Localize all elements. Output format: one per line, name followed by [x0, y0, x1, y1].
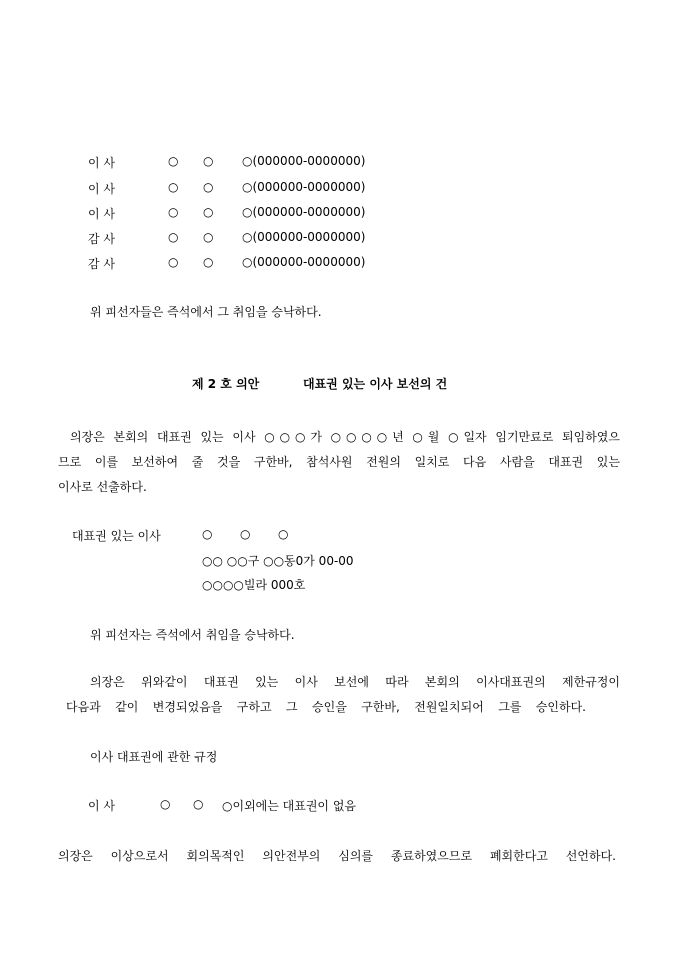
member-row [0, 154, 680, 172]
member-row [0, 255, 680, 273]
member-id: ○(000000-0000000) [242, 180, 366, 194]
member-role: 이 사 [88, 207, 115, 221]
paragraph-line: 의장은 본회의 대표권 있는 이사 ○○○가 ○○○○년 ○월 ○일자 임기만료로 퇴임하였으 [70, 430, 620, 444]
member-row [0, 180, 680, 198]
representative-label: 대표권 있는 이사 [72, 529, 161, 543]
member-row [0, 205, 680, 223]
member-row [0, 230, 680, 248]
member-role: 이 사 [88, 182, 115, 196]
representative-name-part: ○ [278, 527, 289, 541]
rule-heading: 이사 대표권에 관한 규정 [90, 750, 218, 764]
acceptance-statement: 위 피선자들은 즉석에서 그 취임을 승낙하다. [90, 305, 322, 319]
member-role: 감 사 [88, 232, 115, 246]
member-name-part: ○ [203, 230, 214, 244]
rule-role: 이 사 [88, 799, 115, 813]
representative-address: ○○ ○○구 ○○동0가 00-00 [202, 554, 354, 568]
member-name-part: ○ [168, 205, 179, 219]
representative-name-part: ○ [240, 527, 251, 541]
acceptance-statement: 위 피선자는 즉석에서 취임을 승낙하다. [90, 628, 295, 642]
member-name-part: ○ [203, 180, 214, 194]
member-id: ○(000000-0000000) [242, 154, 366, 168]
member-name-part: ○ [203, 255, 214, 269]
member-id: ○(000000-0000000) [242, 205, 366, 219]
member-role: 감 사 [88, 257, 115, 271]
member-name-part: ○ [168, 154, 179, 168]
member-name-part: ○ [203, 154, 214, 168]
member-id: ○(000000-0000000) [242, 255, 366, 269]
rule-name-part: ○ [193, 797, 204, 811]
member-name-part: ○ [168, 255, 179, 269]
member-id: ○(000000-0000000) [242, 230, 366, 244]
member-name-part: ○ [168, 230, 179, 244]
closing-statement: 의장은 이상으로서 회의목적인 의안전부의 심의를 종료하였으므로 폐회한다고 선언하다. [58, 849, 616, 863]
rule-text: ○이외에는 대표권이 없음 [222, 799, 357, 813]
member-name-part: ○ [203, 205, 214, 219]
representative-address: ○○○○빌라 000호 [202, 578, 306, 592]
paragraph-line: 이사로 선출하다. [58, 480, 147, 494]
agenda-number: 제 2 호 의안 [192, 377, 260, 391]
paragraph-line: 의장은 위와같이 대표권 있는 이사 보선에 따라 본회의 이사대표권의 제한규정이 [90, 675, 620, 689]
member-role: 이 사 [88, 156, 115, 170]
paragraph-line: 다음과 같이 변경되었음을 구하고 그 승인을 구한바, 전원일치되어 그를 승인하다. [66, 700, 586, 714]
member-name-part: ○ [168, 180, 179, 194]
paragraph-line: 므로 이를 보선하여 줄 것을 구한바, 참석사원 전원의 일치로 다음 사람을 대표권 있는 [58, 455, 620, 469]
agenda-subject: 대표권 있는 이사 보선의 건 [303, 377, 448, 391]
representative-name-part: ○ [202, 527, 213, 541]
rule-name-part: ○ [160, 797, 171, 811]
